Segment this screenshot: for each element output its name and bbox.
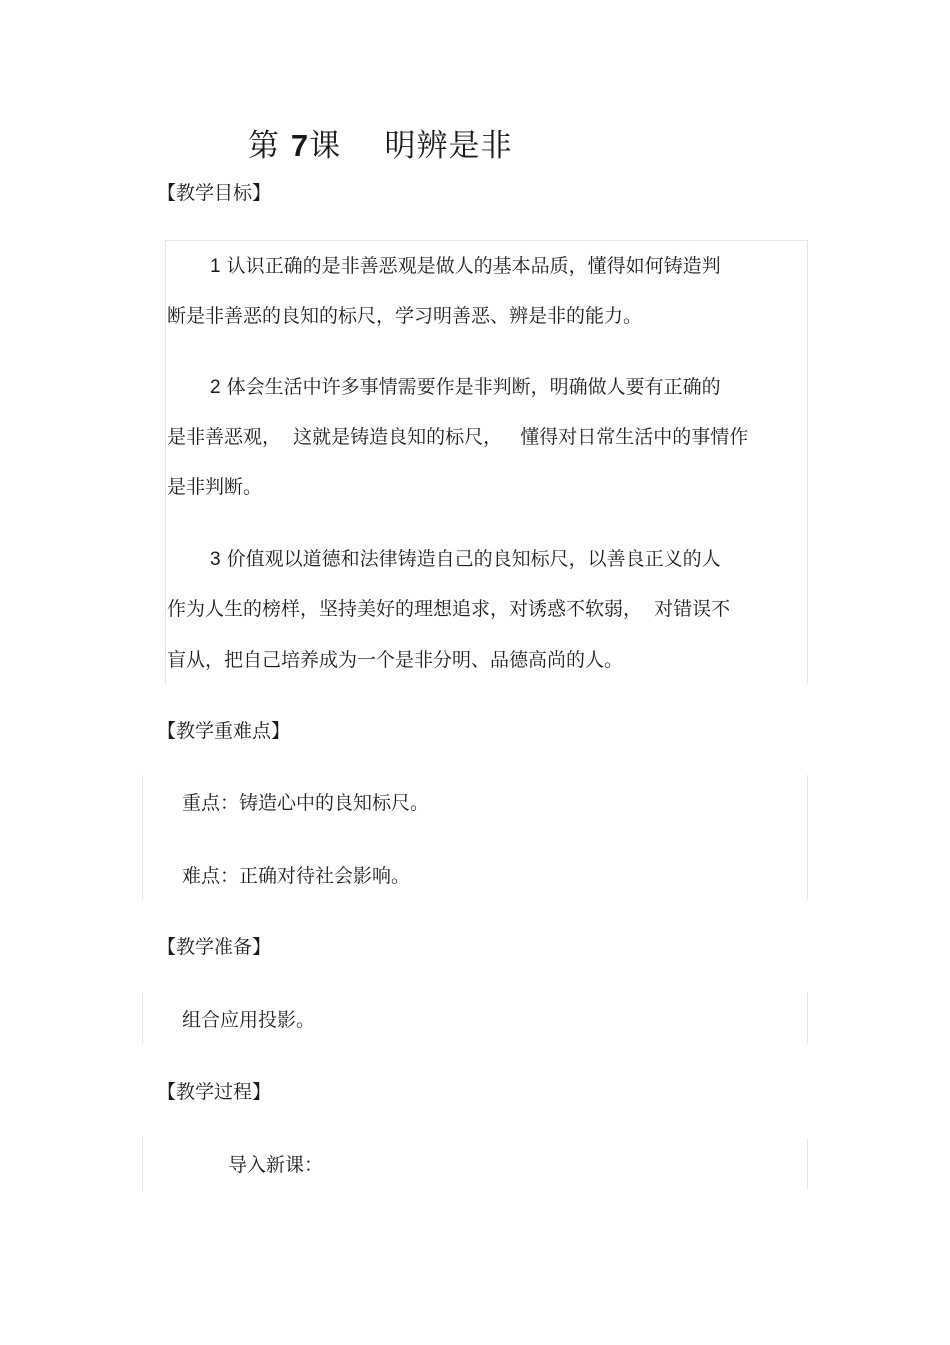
- goal-1-number: 1: [210, 256, 221, 277]
- goal-3-number: 3: [210, 549, 221, 570]
- key-point-text: 重点：铸造心中的良知标尺。: [182, 792, 430, 814]
- goal-3-line-3: 盲从，把自己培养成为一个是非分明、品德高尚的人。: [167, 649, 624, 671]
- process-intro-text: 导入新课：: [228, 1154, 324, 1176]
- section-heading-goals: 【教学目标】: [157, 182, 272, 204]
- goal-2-number: 2: [210, 377, 221, 398]
- section-heading-keys: 【教学重难点】: [157, 720, 291, 742]
- title-text: 课 明辨是非: [309, 128, 513, 164]
- lesson-number: 7: [290, 128, 310, 163]
- goal-3-text-1: 价值观以道德和法律铸造自己的良知标尺，以善良正义的人: [220, 548, 721, 570]
- goal-1-text-1: 认识正确的是非善恶观是做人的基本品质，懂得如何铸造判: [220, 255, 721, 277]
- title-prefix: 第: [248, 128, 291, 164]
- difficulty-text: 难点：正确对待社会影响。: [182, 865, 411, 887]
- goal-3-line-2: 作为人生的榜样，坚持美好的理想追求，对诱惑不软弱， 对错误不: [167, 598, 731, 620]
- section-heading-prep: 【教学准备】: [157, 936, 272, 958]
- section-heading-process: 【教学过程】: [157, 1081, 272, 1103]
- goal-1-line-1: [210, 254, 721, 279]
- prep-text: 组合应用投影。: [182, 1009, 316, 1031]
- page-title: [248, 120, 513, 165]
- goal-2-line-2: 是非善恶观， 这就是铸造良知的标尺， 懂得对日常生活中的事情作: [167, 426, 749, 448]
- goal-2-line-3: 是非判断。: [167, 476, 263, 498]
- goal-3-line-1: [210, 547, 721, 572]
- goal-2-text-1: 体会生活中许多事情需要作是非判断，明确做人要有正确的: [220, 376, 721, 398]
- goal-2-line-1: [210, 375, 721, 400]
- goal-1-line-2: 断是非善恶的良知的标尺，学习明善恶、辨是非的能力。: [167, 305, 643, 327]
